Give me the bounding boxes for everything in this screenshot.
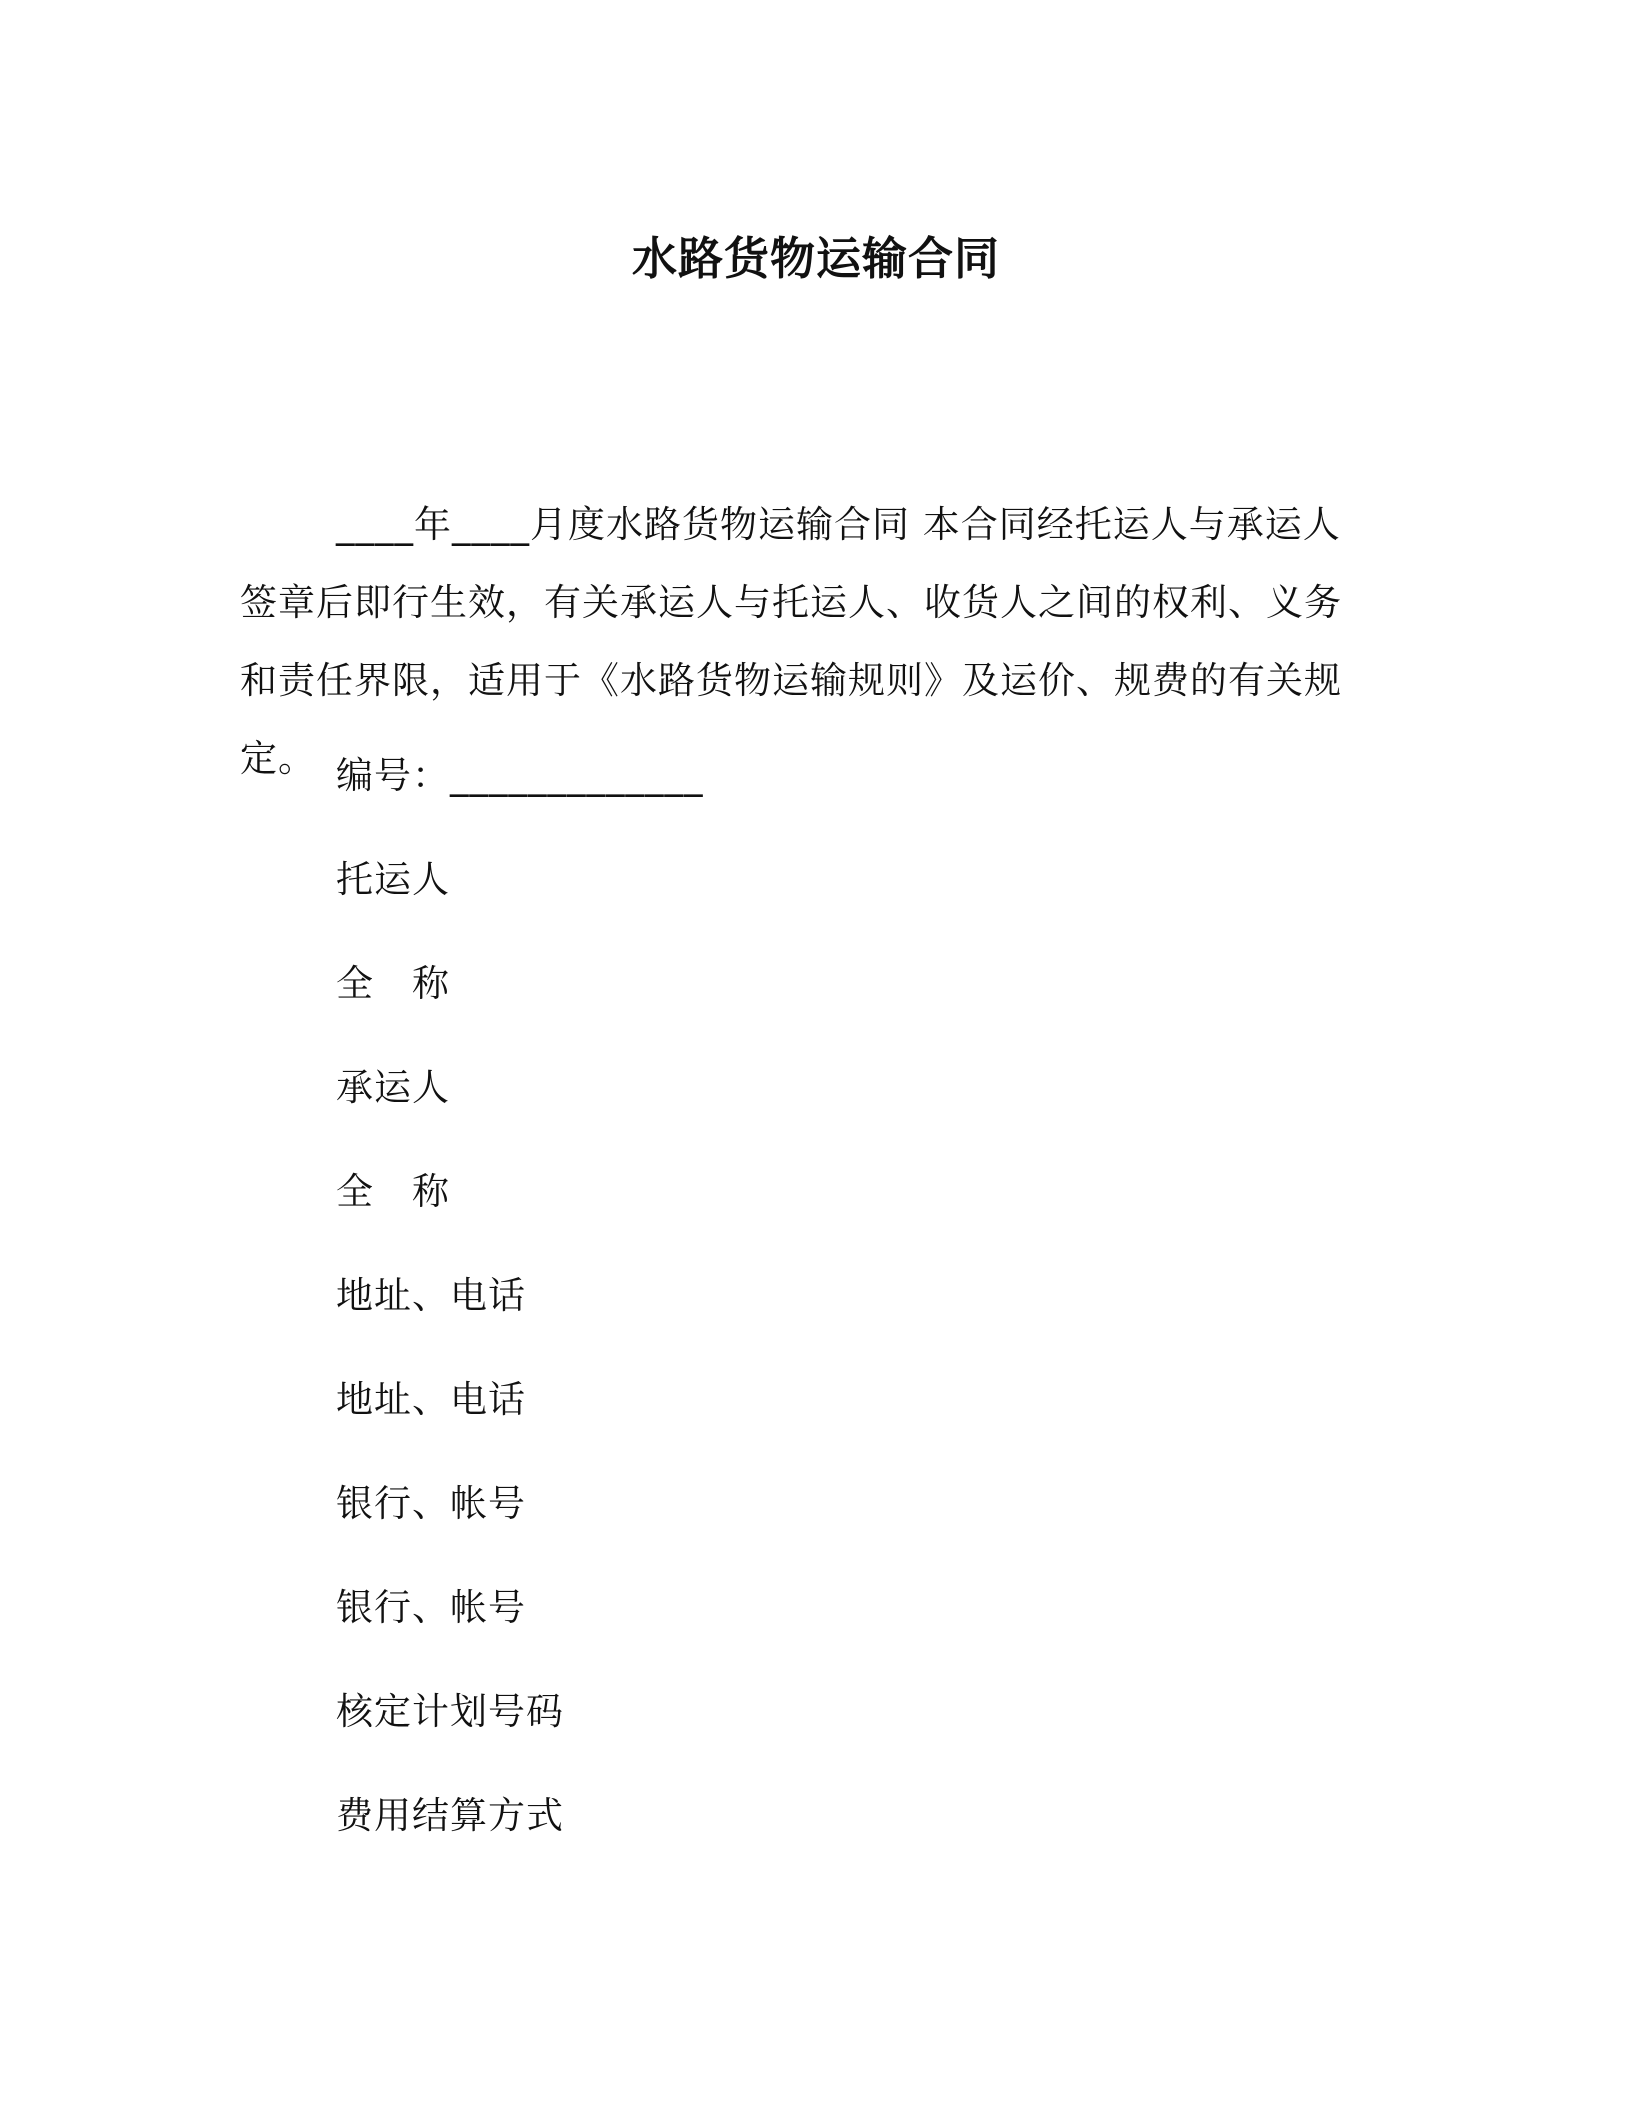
shipper-address-phone-label: 地址、电话 xyxy=(336,1274,526,1317)
carrier-address-phone-label: 地址、电话 xyxy=(336,1378,526,1421)
carrier-bank-account-label: 银行、帐号 xyxy=(336,1586,526,1629)
settlement-method-label: 费用结算方式 xyxy=(336,1794,564,1837)
contract-number-field: 编号：_____________ xyxy=(336,754,704,797)
contract-field-list xyxy=(336,752,704,1896)
plan-number-label: 核定计划号码 xyxy=(336,1690,564,1733)
shipper-bank-account-label: 银行、帐号 xyxy=(336,1482,526,1525)
document-title: 水路货物运输合同 xyxy=(631,232,1000,285)
shipper-label: 托运人 xyxy=(336,858,450,901)
carrier-label: 承运人 xyxy=(336,1066,450,1109)
shipper-full-name-label: 全 称 xyxy=(336,962,450,1005)
intro-paragraph: ____年____月度水路货物运输合同 本合同经托运人与承运人签章后即行生效，有关承运人与托运人、收货人之间的权利、义务和责任界限，适用于《水路货物运输规则》及运价、规费的有关规定。 xyxy=(240,503,1342,780)
carrier-full-name-label: 全 称 xyxy=(336,1170,450,1213)
